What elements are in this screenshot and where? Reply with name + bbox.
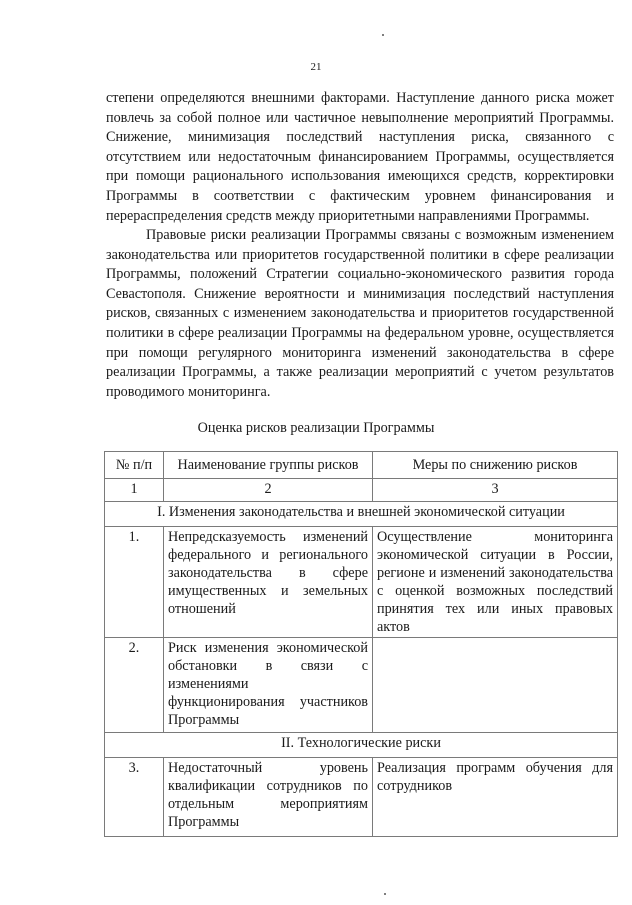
table-row <box>105 527 618 638</box>
row-number: 3. <box>105 758 164 837</box>
paragraph-financial-risk: степени определяются внешними факторами. Наступление данного риска может повлечь за собой полное или частичное невыполнение мероприятий Программы. Снижение, минимизация последствий наступления риска, связанного с отсутствием или недостаточным финансированием Программы, осуществляется при помощи рационального использования имеющихся средств, корректировки Программы в соответствии с фактическим уровнем финансирования и перераспределения средств между приоритетными направлениями Программы. <box>106 90 614 224</box>
section-title-legislation: I. Изменения законодательства и внешней экономической ситуации <box>105 502 618 527</box>
risk-name-cell: Риск изменения экономической обстановки в связи с изменениями функционирования участников Программы <box>164 638 373 733</box>
section-title-technological: II. Технологические риски <box>105 733 618 758</box>
row-number: 1. <box>105 527 164 638</box>
measure-cell: Реализация программ обучения для сотрудников <box>373 758 618 837</box>
risk-name-cell: Непредсказуемость изменений федерального и регионального законодательства в сфере имущественных и земельных отношений <box>164 527 373 638</box>
measure-cell <box>373 638 618 733</box>
column-number-1: 1 <box>105 479 164 502</box>
risk-name-cell: Недостаточный уровень квалификации сотрудников по отдельным мероприятиям Программы <box>164 758 373 837</box>
scan-speck <box>382 34 384 36</box>
column-number-3: 3 <box>373 479 618 502</box>
table-row <box>105 638 618 733</box>
page-number: 21 <box>310 61 322 73</box>
header-measures: Меры по снижению рисков <box>373 452 618 479</box>
scan-speck <box>384 893 386 895</box>
section-row <box>105 502 618 527</box>
table-title: Оценка рисков реализации Программы <box>197 420 435 436</box>
risk-assessment-table <box>104 451 618 837</box>
column-number-2: 2 <box>164 479 373 502</box>
section-row <box>105 733 618 758</box>
table-header-row <box>105 452 618 479</box>
table-row <box>105 758 618 837</box>
measure-cell: Осуществление мониторинга экономической ситуации в России, регионе и изменений законодательства с оценкой возможных последствий принятия тех или иных правовых актов <box>373 527 618 638</box>
column-number-row <box>105 479 618 502</box>
header-number: № п/п <box>105 452 164 479</box>
row-number: 2. <box>105 638 164 733</box>
paragraph-legal-risk: Правовые риски реализации Программы связаны с возможным изменением законодательства или приоритетов государственной политики в сфере реализации Программы, положений Стратегии социально-экономического развития города Севастополя. Снижение вероятности и минимизация последствий наступления рисков, связанных с изменением законодательства и приоритетов государственной политики в сфере реализации Программы на федеральном уровне, осуществляется при помощи регулярного мониторинга изменений законодательства в сфере реализации Программы, а также реализации мероприятий с учетом результатов проводимого мониторинга. <box>106 227 614 400</box>
header-risk-group: Наименование группы рисков <box>164 452 373 479</box>
